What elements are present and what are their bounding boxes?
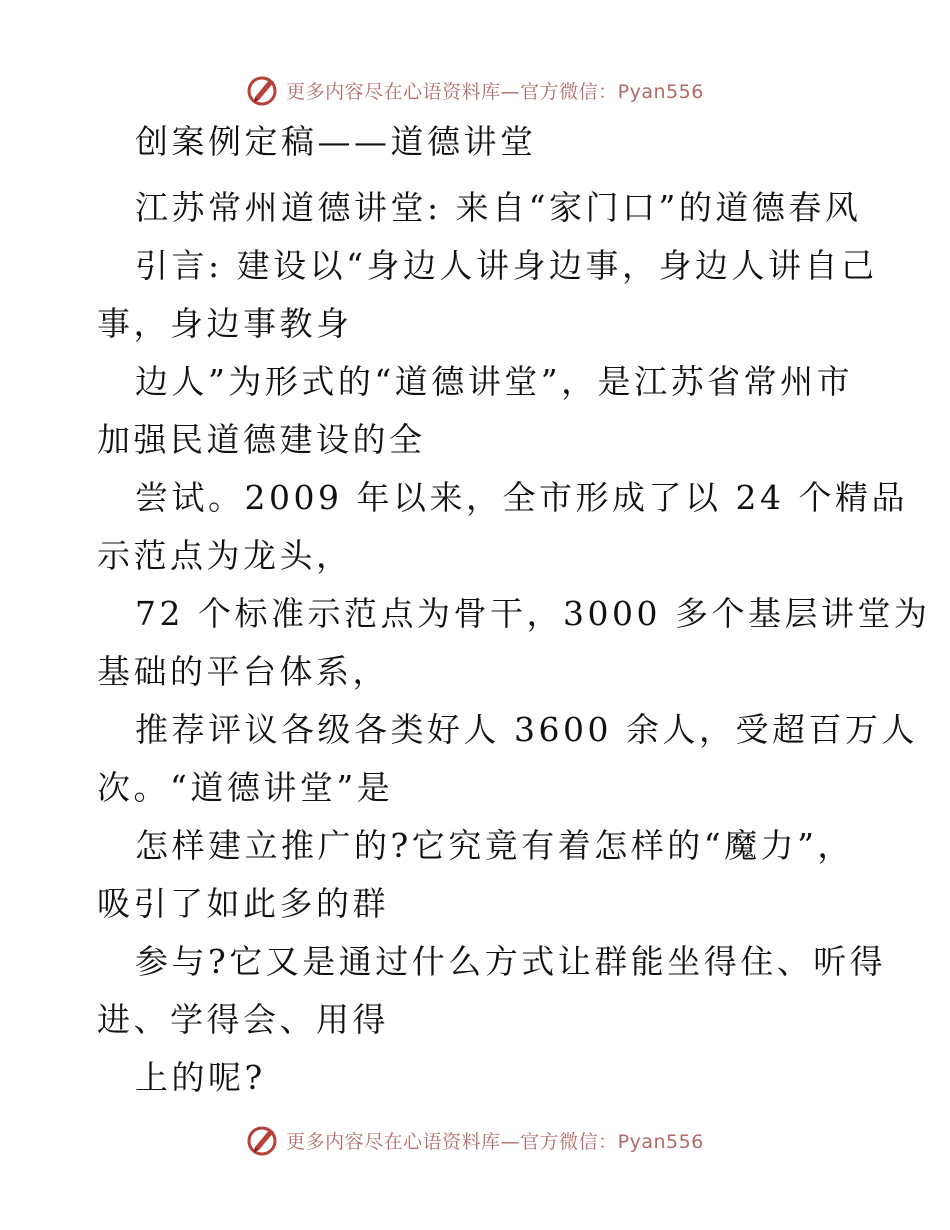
text-line: 参与?它又是通过什么方式让群能坐得住、听得 — [135, 942, 887, 981]
text-line: 引言: 建设以“身边人讲身边事，身边人讲自己 — [135, 246, 878, 285]
text-line: 江苏常州道德讲堂: 来自“家门口”的道德春风 — [135, 188, 862, 227]
watermark-text: 更多内容尽在心语资料库—官方微信：Pyan556 — [286, 1130, 704, 1153]
footer-watermark — [0, 1120, 950, 1160]
text-line: 尝试。2009 年以来，全市形成了以 24 个精品 — [135, 478, 908, 517]
text-line: 示范点为龙头， — [97, 536, 353, 575]
text-line: 吸引了如此多的群 — [97, 884, 389, 923]
text-line: 创案例定稿——道德讲堂 — [135, 122, 537, 161]
text-line: 上的呢? — [135, 1058, 266, 1097]
header-watermark — [0, 70, 950, 110]
text-line: 次。“道德讲堂”是 — [97, 768, 394, 807]
text-line: 进、学得会、用得 — [97, 1000, 389, 1039]
pen-logo-icon — [246, 1123, 280, 1157]
text-line: 边人”为形式的“道德讲堂”，是江苏省常州市 — [135, 362, 854, 401]
text-line: 推荐评议各级各类好人 3600 余人，受超百万人 — [135, 710, 918, 749]
text-line: 加强民道德建设的全 — [97, 420, 426, 459]
watermark-text: 更多内容尽在心语资料库—官方微信：Pyan556 — [286, 80, 704, 103]
text-line: 事，身边事教身 — [97, 304, 353, 343]
text-line: 基础的平台体系， — [97, 652, 389, 691]
pen-logo-icon — [246, 73, 280, 107]
text-line: 怎样建立推广的?它究竟有着怎样的“魔力”， — [135, 826, 854, 865]
text-line: 72 个标准示范点为骨干，3000 多个基层讲堂为 — [135, 594, 931, 633]
